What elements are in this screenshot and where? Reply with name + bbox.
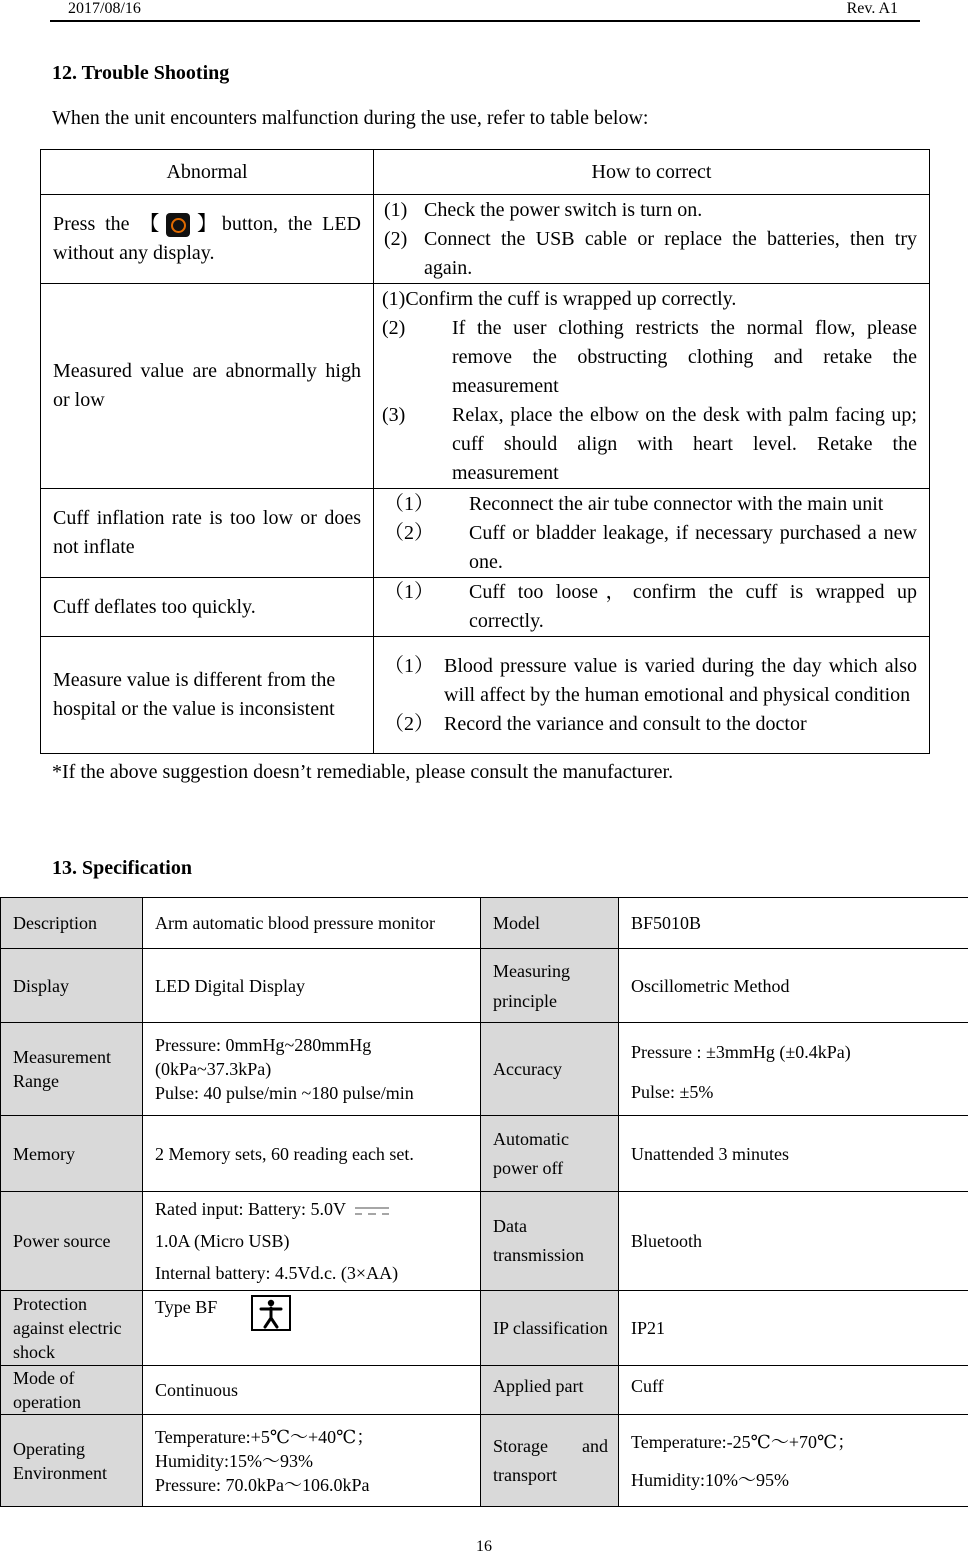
table-row bbox=[41, 637, 930, 754]
trouble-shooting-table bbox=[40, 149, 930, 754]
spec-row-memory bbox=[1, 1116, 968, 1192]
trouble-shooting-title: 12. Trouble Shooting bbox=[52, 62, 229, 85]
fix-cell bbox=[374, 489, 930, 578]
fix-cell bbox=[374, 637, 930, 754]
spec-label: Measuring principle bbox=[481, 949, 619, 1023]
spec-row-protection bbox=[1, 1291, 968, 1366]
spec-value: Temperature:-25℃～+70℃； Humidity:10%～95% bbox=[619, 1415, 968, 1507]
spec-value: Pressure : ±3mmHg (±0.4kPa) Pulse: ±5% bbox=[619, 1023, 968, 1116]
table-row bbox=[41, 489, 930, 578]
fix-item: (1) Confirm the cuff is wrapped up correctly. bbox=[382, 285, 917, 314]
fix-item: (1) Check the power switch is turn on. bbox=[384, 196, 917, 225]
type-bf-applied-part-icon bbox=[251, 1295, 291, 1331]
spec-label: Accuracy bbox=[481, 1023, 619, 1116]
spec-label: Memory bbox=[1, 1116, 143, 1192]
spec-label: Automatic power off bbox=[481, 1116, 619, 1192]
spec-label: Protection against electric shock bbox=[1, 1291, 143, 1366]
abnormal-cell: Cuff inflation rate is too low or does not inflate bbox=[41, 489, 374, 578]
spec-row-power-source bbox=[1, 1192, 968, 1291]
spec-label: Model bbox=[481, 898, 619, 949]
specification-title: 13. Specification bbox=[52, 857, 192, 880]
spec-value: Temperature:+5℃～+40℃； Humidity:15%～93% Pressure: 70.0kPa～106.0kPa bbox=[143, 1415, 481, 1507]
header-date: 2017/08/16 bbox=[68, 0, 141, 18]
spec-value: BF5010B bbox=[619, 898, 968, 949]
fix-item: （1） Blood pressure value is varied during the day which also will affect by the human emotional and physical condition bbox=[384, 652, 917, 710]
spec-label: Data transmission bbox=[481, 1192, 619, 1291]
spec-label: Description bbox=[1, 898, 143, 949]
trouble-note: *If the above suggestion doesn’t remediable, please consult the manufacturer. bbox=[52, 761, 673, 784]
abnormal-cell: Measured value are abnormally high or low bbox=[41, 284, 374, 489]
fix-item: （2） Cuff or bladder leakage, if necessary purchased a new one. bbox=[384, 519, 917, 577]
spec-label: Power source bbox=[1, 1192, 143, 1291]
spec-label: IP classification bbox=[481, 1291, 619, 1366]
spec-row-mode bbox=[1, 1366, 968, 1415]
spec-row-description bbox=[1, 898, 968, 949]
specification-table bbox=[0, 897, 968, 1507]
spec-label: Operating Environment bbox=[1, 1415, 143, 1507]
spec-value: Pressure: 0mmHg~280mmHg (0kPa~37.3kPa) Pulse: 40 pulse/min ~180 pulse/min bbox=[143, 1023, 481, 1116]
abnormal-cell: Press the 【 】button, the LED without any display. bbox=[41, 195, 374, 284]
spec-value: 2 Memory sets, 60 reading each set. bbox=[143, 1116, 481, 1192]
fix-cell bbox=[374, 284, 930, 489]
header-revision: Rev. A1 bbox=[847, 0, 898, 18]
table-row bbox=[41, 195, 930, 284]
abnormal-cell: Cuff deflates too quickly. bbox=[41, 578, 374, 637]
header-rule bbox=[50, 20, 920, 22]
fix-item: (3) Relax, place the elbow on the desk with palm facing up; cuff should align with heart level. Retake the measurement bbox=[382, 401, 917, 488]
spec-value: Continuous bbox=[143, 1366, 481, 1415]
spec-label: Measurement Range bbox=[1, 1023, 143, 1116]
table-row bbox=[41, 284, 930, 489]
fix-item: (2) Connect the USB cable or replace the batteries, then try again. bbox=[384, 225, 917, 283]
col-correct-header: How to correct bbox=[374, 150, 930, 195]
spec-value: Unattended 3 minutes bbox=[619, 1116, 968, 1192]
fix-item: （2） Record the variance and consult to the doctor bbox=[384, 710, 917, 739]
table-row bbox=[41, 578, 930, 637]
fix-cell bbox=[374, 195, 930, 284]
spec-value: Cuff bbox=[619, 1366, 968, 1415]
fix-item: (2) If the user clothing restricts the normal flow, please remove the obstructing clothing and retake the measurement bbox=[382, 314, 917, 401]
spec-row-environment bbox=[1, 1415, 968, 1507]
spec-value: Oscillometric Method bbox=[619, 949, 968, 1023]
spec-label: Mode of operation bbox=[1, 1366, 143, 1415]
dc-current-symbol-icon bbox=[354, 1205, 390, 1217]
abnormal-cell: Measure value is different from the hospital or the value is inconsistent bbox=[41, 637, 374, 754]
spec-label: Display bbox=[1, 949, 143, 1023]
spec-value: Bluetooth bbox=[619, 1192, 968, 1291]
spec-label: Applied part bbox=[481, 1366, 619, 1415]
fix-item: （1） Cuff too loose，confirm the cuff is wrapped up correctly. bbox=[384, 578, 917, 636]
spec-value: Rated input: Battery: 5.0V 1.0A (Micro USB) Internal battery: 4.5Vd.c. (3×AA) bbox=[143, 1192, 481, 1291]
spec-label: Storage and transport bbox=[481, 1415, 619, 1507]
spec-value: Arm automatic blood pressure monitor bbox=[143, 898, 481, 949]
spec-value: Type BF bbox=[143, 1291, 481, 1366]
page-number: 16 bbox=[0, 1538, 968, 1556]
fix-cell bbox=[374, 578, 930, 637]
fix-item: （1） Reconnect the air tube connector with the main unit bbox=[384, 490, 917, 519]
spec-row-measurement-range bbox=[1, 1023, 968, 1116]
spec-row-display bbox=[1, 949, 968, 1023]
trouble-intro: When the unit encounters malfunction during the use, refer to table below: bbox=[52, 107, 648, 130]
spec-value: IP21 bbox=[619, 1291, 968, 1366]
power-button-icon bbox=[166, 213, 190, 237]
col-abnormal-header: Abnormal bbox=[41, 150, 374, 195]
spec-value: LED Digital Display bbox=[143, 949, 481, 1023]
table-header-row bbox=[41, 150, 930, 195]
